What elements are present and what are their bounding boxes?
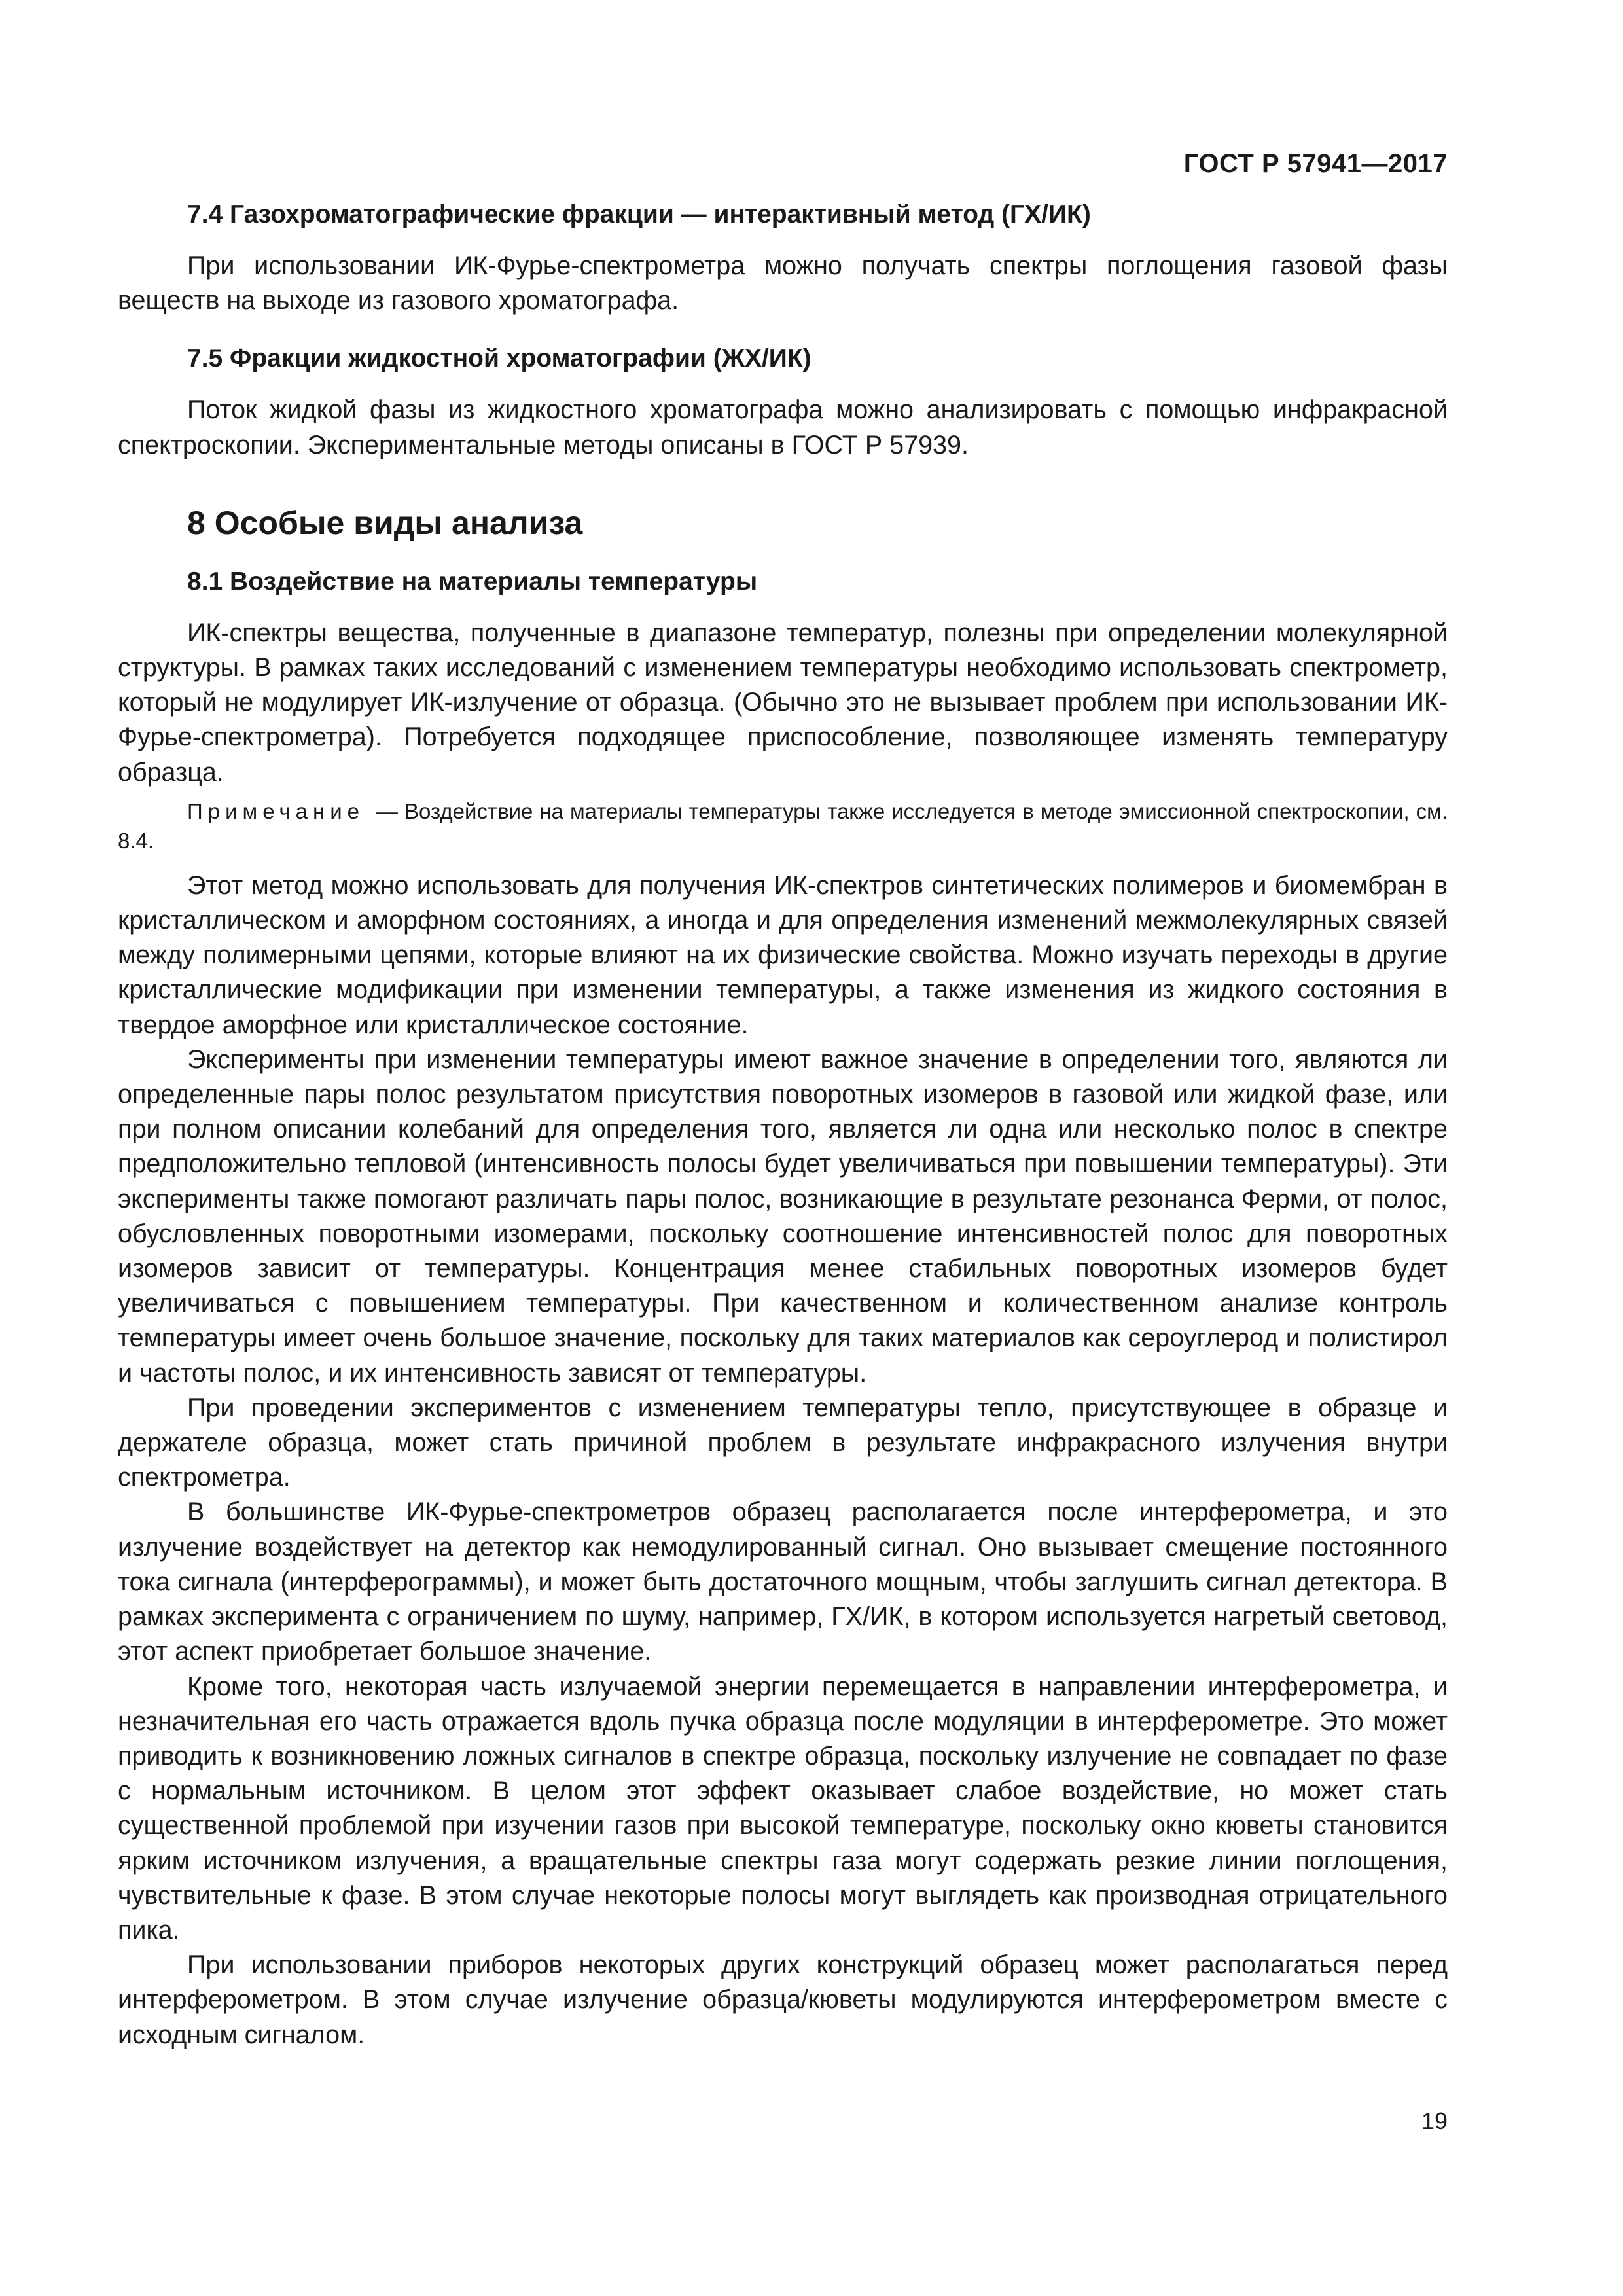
section-8-1-paragraph-3: Эксперименты при изменении температуры имеют важное значение в определении того, являются ли определенные пары полос результатом присутствия поворотных изомеров в газовой или жидкой фазе, или при полном описании колебаний для определения того, является ли одна или несколько полос в спектре предположительно тепловой (интенсивность полосы будет увеличиваться при повышении температуры). Эти эксперименты также помогают различать пары полос, возникающие в результате резонанса Ферми, от полос, обусловленных поворотными изомерами, поскольку соотношение интенсивностей полос для поворотных изомеров зависит от температуры. Концентрация менее стабильных поворотных изомеров будет увеличиваться с повышением температуры. При качественном и количественном анализе контроль температуры имеет очень большое значение, поскольку для таких материалов как сероуглерод и полистирол и частоты полос, и их интенсивность зависят от температуры. [118, 1045, 1448, 1388]
section-8-1-paragraph-6: Кроме того, некоторая часть излучаемой энергии перемещается в направлении интерферометра, и незначительная его часть отражается вдоль пучка образца после модуляции в интерферометре. Это может приводить к возникновению ложных сигналов в спектре образца, поскольку излучение не совпадает по фазе с нормальным источником. В целом этот эффект оказывает слабое воздействие, но может стать существенной проблемой при изучении газов при высокой температуре, поскольку окно кюветы становится ярким источником излучения, а вращательные спектры газа могут содержать резкие линии поглощения, чувствительные к фазе. В этом случае некоторые полосы могут выглядеть как производная отрицательного пика. [118, 1672, 1448, 1945]
note-label: Примечание [187, 798, 365, 823]
section-8-1-paragraph-5: В большинстве ИК-Фурье-спектрометров образец располагается после интерферометра, и это излучение воздействует на детектор как немодулированный сигнал. Оно вызывает смещение постоянного тока сигнала (интерферограммы), и может быть достаточного мощным, чтобы заглушить сигнал детектора. В рамках эксперимента с ограничением по шуму, например, ГХ/ИК, в котором используется нагретый световод, этот аспект приобретает большое значение. [118, 1498, 1448, 1666]
section-8-1-heading: 8.1 Воздействие на материалы температуры [187, 567, 758, 596]
note-block [118, 797, 1448, 855]
section-8-1-paragraph-1: ИК-спектры вещества, полученные в диапазоне температур, полезны при определении молекулярной структуры. В рамках таких исследований с изменением температуры необходимо использовать спектрометр, который не модулирует ИК-излучение от образца. (Обычно это не вызывает проблем при использовании ИК-Фурье-спектрометра). Потребуется подходящее приспособление, позволяющее изменять температуру образца. [118, 618, 1448, 787]
note-text: — Воздействие на материалы температуры также исследуется в методе эмиссионной спектроскопии, см. 8.4. [118, 798, 1448, 853]
page-number: 19 [1421, 2108, 1448, 2134]
section-8-heading: 8 Особые виды анализа [187, 504, 583, 541]
section-7-4-heading: 7.4 Газохроматографические фракции — интерактивный метод (ГХ/ИК) [187, 200, 1091, 228]
section-7-5-paragraph: Поток жидкой фазы из жидкостного хроматографа можно анализировать с помощью инфракрасной спектроскопии. Экспериментальные методы описаны в ГОСТ Р 57939. [118, 395, 1448, 459]
section-8-1-paragraph-4: При проведении экспериментов с изменением температуры тепло, присутствующее в образце и держателе образца, может стать причиной проблем в результате инфракрасного излучения внутри спектрометра. [118, 1393, 1448, 1492]
section-7-5-heading: 7.5 Фракции жидкостной хроматографии (ЖХ/ИК) [187, 344, 812, 373]
section-8-1-paragraph-7: При использовании приборов некоторых других конструкций образец может располагаться перед интерферометром. В этом случае излучение образца/кюветы модулируются интерферометром вместе с исходным сигналом. [118, 1950, 1448, 2049]
document-code-header: ГОСТ Р 57941—2017 [1183, 149, 1448, 178]
section-7-4-paragraph: При использовании ИК-Фурье-спектрометра можно получать спектры поглощения газовой фазы веществ на выходе из газового хроматографа. [118, 251, 1448, 315]
section-8-1-paragraph-2: Этот метод можно использовать для получения ИК-спектров синтетических полимеров и биомембран в кристаллическом и аморфном состояниях, а иногда и для определения изменений межмолекулярных связей между полимерными цепями, которые влияют на их физические свойства. Можно изучать переходы в другие кристаллические модификации при изменении температуры, а также изменения из жидкого состояния в твердое аморфное или кристаллическое состояние. [118, 870, 1448, 1039]
page-content [118, 196, 1448, 2053]
